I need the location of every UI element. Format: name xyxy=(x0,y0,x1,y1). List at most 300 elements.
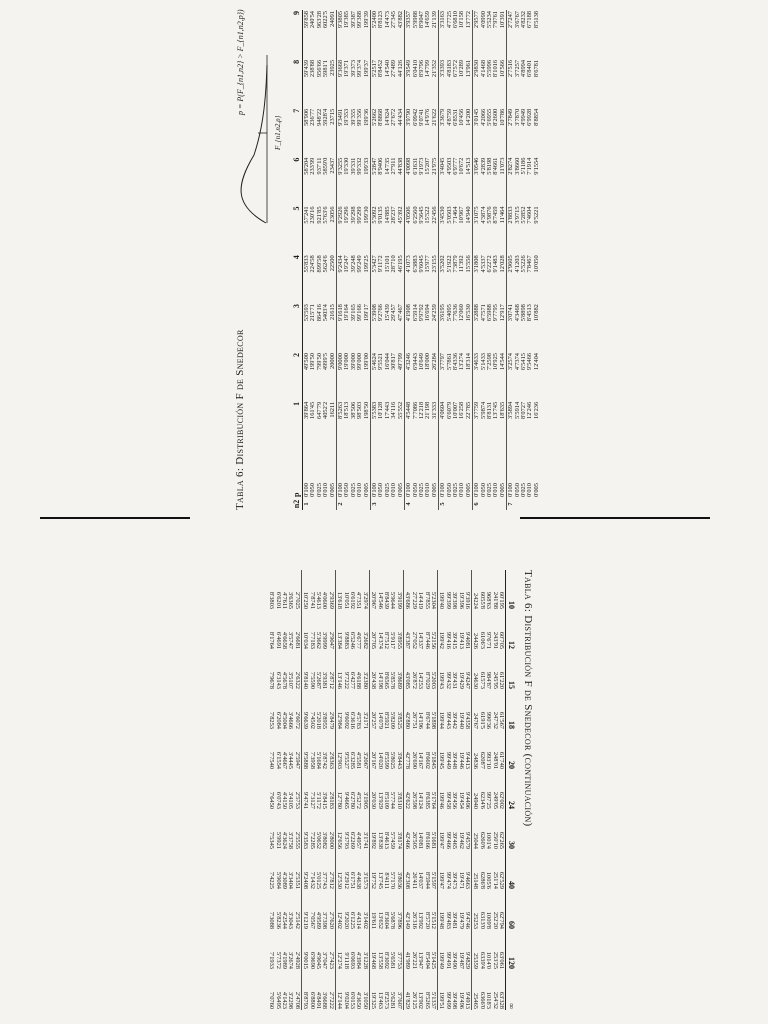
value-cell: 2'5142 xyxy=(293,890,301,930)
value-cell: 9'4247 xyxy=(464,650,472,690)
value-cell: 3'8742 xyxy=(321,751,329,769)
n1-cell xyxy=(500,498,507,510)
value-cell: 9'5888 xyxy=(302,751,310,769)
value-cell: 20'167 xyxy=(370,751,378,769)
value-cell: 9'2408 xyxy=(302,871,310,889)
value-cell: 3'0741 xyxy=(507,303,515,352)
value-cell: 14'976 xyxy=(424,108,432,126)
value-cell: 8'6781 xyxy=(532,59,540,78)
value-cell: 31'333 xyxy=(430,401,438,419)
value-cell: 14'624 xyxy=(383,108,391,126)
value-cell: 39'165 xyxy=(349,304,357,322)
value-cell: 23925 xyxy=(328,59,336,76)
value-cell: 4'6777 xyxy=(355,631,363,649)
value-cell: 22'456 xyxy=(430,206,438,224)
value-cell: 3'3043 xyxy=(287,911,295,929)
value-cell: 6'2272 xyxy=(485,255,493,273)
column-header: 120 xyxy=(506,930,517,970)
n1-cell: 3 xyxy=(371,498,379,510)
table-row xyxy=(466,10,473,510)
value-cell: 5'3908 xyxy=(371,303,379,352)
value-cell: 10'007 xyxy=(451,401,459,419)
value-cell: 7'4502 xyxy=(308,711,316,729)
value-cell: 13'929 xyxy=(376,791,384,809)
value-cell: 993'10 xyxy=(485,751,493,769)
value-cell: 5'6581 xyxy=(389,951,397,969)
scan-mark xyxy=(520,517,710,519)
value-cell: 6'4277 xyxy=(349,671,357,689)
table-row xyxy=(534,10,540,510)
value-cell: 6'3616 xyxy=(349,711,357,729)
value-cell: 15'977 xyxy=(424,255,432,273)
value-cell: 5'1681 xyxy=(430,810,438,850)
value-cell: 5'1845 xyxy=(430,730,438,770)
value-cell: 254'32 xyxy=(491,991,499,1009)
value-cell: 5'8209 xyxy=(389,711,397,729)
value-cell: 18'000 xyxy=(424,352,432,371)
value-cell: 14'374 xyxy=(376,631,384,649)
value-cell: 14'196 xyxy=(417,711,425,729)
table-row xyxy=(369,570,376,1010)
value-cell: 4'0990 xyxy=(479,11,487,29)
value-cell: 49'799 xyxy=(396,352,404,371)
value-cell: 62'529 xyxy=(498,850,506,890)
value-cell: 26'221 xyxy=(410,951,418,969)
value-cell: 99'432 xyxy=(444,671,452,689)
value-cell: 19'353 xyxy=(343,108,351,126)
value-cell: 5403'4 xyxy=(322,304,330,322)
value-cell: 8'6744 xyxy=(423,711,431,729)
p-cell: 0'025 xyxy=(417,483,425,497)
p-cell: 0'050 xyxy=(513,483,521,497)
value-cell: 98'503 xyxy=(356,401,364,419)
value-cell: 5'7459 xyxy=(389,831,397,849)
value-cell: 19'611 xyxy=(370,912,378,929)
value-cell: 12'984 xyxy=(336,711,344,729)
value-cell: 8'3604 xyxy=(383,911,391,929)
value-cell: 21'139 xyxy=(430,11,438,29)
value-cell: 3'6365 xyxy=(287,591,295,609)
value-cell: 19'462 xyxy=(457,831,465,849)
value-cell: 28'237 xyxy=(390,206,398,224)
p-cell: 0'005 xyxy=(498,483,506,497)
value-cell: 6234'6 xyxy=(478,791,486,809)
value-cell: 39'387 xyxy=(349,11,357,29)
value-cell: 6'2084 xyxy=(274,711,282,729)
value-cell: 12'404 xyxy=(532,352,540,371)
value-cell: 8'4661 xyxy=(492,157,500,175)
p-cell: 0'005 xyxy=(430,483,438,497)
p-cell: 0'100 xyxy=(303,450,311,498)
value-cell: 4'3468 xyxy=(513,304,521,322)
value-cell: 43'686 xyxy=(404,591,412,609)
value-cell: 5'1433 xyxy=(479,352,487,371)
value-cell: 6'8800 xyxy=(308,991,316,1009)
value-cell: 9'5521 xyxy=(377,352,385,371)
value-cell: 2'4928 xyxy=(293,930,301,970)
value-cell: 9'4829 xyxy=(464,930,472,970)
value-cell: 8'8131 xyxy=(485,401,493,419)
value-cell: 7'1432 xyxy=(308,871,316,889)
value-cell: 14'198 xyxy=(376,671,384,689)
value-cell: 14'020 xyxy=(376,751,384,769)
value-cell: 5'2400 xyxy=(371,10,379,59)
value-cell: 25044 xyxy=(472,833,480,849)
value-cell: 19'296 xyxy=(343,206,351,224)
value-cell: 2'8479 xyxy=(327,690,335,730)
value-cell: 29'457 xyxy=(390,304,398,322)
table-row xyxy=(342,570,348,1010)
value-cell: 14'735 xyxy=(383,157,391,175)
value-cell: 57'241 xyxy=(303,205,311,254)
value-cell: 4'0506 xyxy=(405,205,413,254)
value-cell: 44'434 xyxy=(396,108,404,126)
value-cell: 6313'0 xyxy=(478,911,486,929)
value-cell: 8'7459 xyxy=(492,206,500,224)
value-cell: 28'710 xyxy=(390,255,398,273)
value-cell: 4'1423 xyxy=(281,991,288,1009)
value-cell: 19'468 xyxy=(370,951,378,969)
value-cell: 8'4613 xyxy=(383,831,391,849)
value-cell: 8'4336 xyxy=(451,352,459,371)
critical-value-label: F_{n1,n2,p} xyxy=(274,115,282,150)
value-cell: 5'5383 xyxy=(371,401,379,450)
value-cell: 1014'0 xyxy=(485,951,493,969)
value-cell: 38'506 xyxy=(349,401,357,419)
value-cell: 99'443 xyxy=(444,711,452,729)
value-cell: 26'751 xyxy=(410,711,418,729)
value-cell: 4'3246 xyxy=(405,352,413,401)
value-cell: 3'7870 xyxy=(513,108,521,126)
f-table-upper xyxy=(292,10,540,510)
value-cell: 8'1764 xyxy=(268,631,276,649)
value-cell: 4'5004 xyxy=(281,711,288,729)
table-row xyxy=(396,570,404,1010)
value-cell: 864'16 xyxy=(315,304,323,322)
value-cell: 12'218 xyxy=(417,401,425,419)
p-cell: 0'050 xyxy=(343,483,351,497)
value-cell: 6'2560 xyxy=(411,206,419,224)
value-cell: 3'1808 xyxy=(473,254,481,303)
column-header: 24 xyxy=(506,770,517,810)
value-cell: 6'4691 xyxy=(274,631,282,649)
value-cell: 23'155 xyxy=(430,255,438,273)
p-cell: 0'025 xyxy=(451,483,459,497)
value-cell: 4'6188 xyxy=(355,671,363,689)
value-cell: 19'429 xyxy=(457,671,465,689)
value-cell: 9'1554 xyxy=(532,157,540,175)
value-cell: 2'8000 xyxy=(327,810,335,850)
value-cell: 99'474 xyxy=(444,871,452,889)
value-cell: 12'144 xyxy=(336,991,344,1009)
value-cell: 3'4666 xyxy=(287,711,295,729)
value-cell: 199'49 xyxy=(438,951,446,969)
value-cell: 14'940 xyxy=(464,206,472,224)
value-cell: 7'3879 xyxy=(451,255,459,273)
value-cell: 5'7372 xyxy=(274,951,282,969)
value-cell: 7'0760 xyxy=(268,991,276,1009)
value-cell: 8'5720 xyxy=(423,911,431,929)
value-cell: 6'7188 xyxy=(526,11,534,29)
value-cell: 19'371 xyxy=(343,59,351,78)
value-cell: 6'6079 xyxy=(445,401,453,419)
value-cell: 2'7849 xyxy=(507,108,515,157)
value-cell: 17'443 xyxy=(383,401,391,419)
value-cell: 5'2662 xyxy=(371,108,379,157)
n1-cell: 1 xyxy=(303,498,311,510)
n1-cell xyxy=(466,498,473,510)
value-cell: 5'4095 xyxy=(445,304,453,322)
value-cell: 4'4150 xyxy=(281,791,288,809)
n1-cell: 7 xyxy=(507,498,515,510)
value-cell: 8'7855 xyxy=(423,591,431,609)
value-cell: 4'5272 xyxy=(355,791,363,809)
value-cell: 5'3662 xyxy=(315,631,323,649)
value-cell: 8'6602 xyxy=(423,751,431,769)
p-cell: 0'010 xyxy=(356,483,364,497)
value-cell: 5'3092 xyxy=(371,205,379,254)
value-cell: 43'882 xyxy=(396,11,404,29)
p-cell: 0'025 xyxy=(520,483,527,497)
value-cell: 8'6565 xyxy=(383,671,391,689)
value-cell: 5'5234 xyxy=(485,11,493,29)
value-cell: 26'505 xyxy=(410,831,418,849)
value-cell: 99'332 xyxy=(356,157,364,175)
value-cell: 5'2003 xyxy=(430,650,438,690)
value-cell: 15'439 xyxy=(383,304,391,322)
value-cell: 19'325 xyxy=(370,991,378,1009)
value-cell: 10'158 xyxy=(458,11,466,29)
value-cell: 243'91 xyxy=(491,631,499,649)
value-cell: 6'8531 xyxy=(451,108,459,126)
value-cell: 5'1172 xyxy=(315,792,323,809)
value-cell: 1005'6 xyxy=(485,871,493,889)
value-cell: 5'5996 xyxy=(485,59,493,78)
value-cell: 3'8443 xyxy=(396,730,404,770)
value-cell: 2'9830 xyxy=(473,59,481,108)
value-cell: 39'864 xyxy=(303,401,311,450)
value-cell: 3'3404 xyxy=(287,871,295,889)
value-cell: 3'2298 xyxy=(287,991,295,1009)
value-cell: 4'7571 xyxy=(479,304,487,322)
value-cell: 13'772 xyxy=(464,11,472,29)
value-cell: 3'9381 xyxy=(321,671,329,689)
table-caption xyxy=(522,570,534,1010)
value-cell: 4'1989 xyxy=(281,951,288,969)
value-cell: 9'1219 xyxy=(302,911,310,929)
value-cell: 5'2517 xyxy=(371,59,379,108)
value-cell: 6'5988 xyxy=(485,304,493,322)
value-cell: 25253 xyxy=(472,913,480,929)
value-cell: 39'448 xyxy=(451,751,459,769)
value-cell: 3'2888 xyxy=(473,303,481,352)
value-cell: 9'7222 xyxy=(342,671,350,689)
value-cell: 13'992 xyxy=(417,911,425,929)
value-cell: 6157'3 xyxy=(478,671,486,689)
value-cell: 3'7743 xyxy=(321,871,329,889)
value-cell: 4'3089 xyxy=(281,871,288,889)
value-cell: 13'463 xyxy=(376,991,384,1009)
value-cell: 4'5783 xyxy=(355,711,363,729)
value-cell: 240'54 xyxy=(309,11,317,29)
table-row xyxy=(471,570,478,1010)
n1-cell xyxy=(534,498,540,510)
value-cell: 6'9928 xyxy=(526,108,534,126)
value-cell: 99'388 xyxy=(356,11,364,29)
value-cell: 23715 xyxy=(328,108,336,125)
value-cell: 5'0503 xyxy=(445,206,453,224)
value-cell: 24426 xyxy=(472,633,480,649)
value-cell: 3'9715 xyxy=(513,206,521,224)
value-cell: 250'10 xyxy=(491,831,499,849)
value-cell: 9'3645 xyxy=(417,206,425,224)
value-cell: 4'1908 xyxy=(405,303,413,352)
column-header: 40 xyxy=(506,850,517,890)
value-cell: 7'6450 xyxy=(268,791,276,809)
value-cell: 3'9999 xyxy=(321,631,329,649)
value-cell: 3'7398 xyxy=(321,911,329,929)
value-cell: 3'7753 xyxy=(396,930,404,970)
value-cell: 12'246 xyxy=(526,401,534,419)
value-cell: 3'8174 xyxy=(396,810,404,850)
value-cell: 10'649 xyxy=(417,352,425,371)
value-cell: 14'544 xyxy=(498,352,506,371)
value-cell: 8'4111 xyxy=(383,872,391,889)
value-cell: 5'9988 xyxy=(411,11,419,29)
value-cell: 3'8525 xyxy=(396,690,404,730)
value-cell: 9'5527 xyxy=(342,751,350,769)
value-cell: 199'36 xyxy=(362,108,370,126)
value-cell: 7'3958 xyxy=(308,751,316,769)
value-cell: 13'745 xyxy=(492,401,500,419)
value-cell: 2'8712 xyxy=(327,650,335,690)
value-cell: 4'8491 xyxy=(315,991,323,1009)
value-cell: 5'0125 xyxy=(315,871,323,889)
value-cell: 236'77 xyxy=(309,108,317,126)
table-row xyxy=(308,570,314,1010)
value-cell: 39'415 xyxy=(451,631,459,649)
value-cell: 9'1172 xyxy=(377,255,385,273)
value-cell: 39'498 xyxy=(451,991,459,1009)
value-cell: 42'778 xyxy=(404,751,412,769)
value-cell: 199'25 xyxy=(362,255,370,273)
value-cell: 3'1905 xyxy=(361,770,369,810)
value-cell: 27'911 xyxy=(390,157,398,175)
value-cell: 3'2067 xyxy=(361,730,369,770)
value-cell: 21'622 xyxy=(430,108,438,126)
value-cell: 42'880 xyxy=(404,711,412,729)
value-cell: 5'6878 xyxy=(389,911,397,929)
value-cell: 42'622 xyxy=(404,791,412,809)
value-cell: 3'1573 xyxy=(361,850,369,890)
value-cell: 8'5921 xyxy=(383,711,391,729)
value-cell: 99'356 xyxy=(356,108,364,126)
value-cell: 27'229 xyxy=(410,591,418,609)
value-cell: 9'6045 xyxy=(417,255,425,273)
value-cell: 2'8183 xyxy=(327,770,335,810)
value-cell: 3'6767 xyxy=(513,11,521,29)
value-cell: 3'2974 xyxy=(361,570,369,610)
value-cell: 99'416 xyxy=(444,631,452,649)
value-cell: 6'1225 xyxy=(349,911,357,929)
value-cell: 647'79 xyxy=(315,401,323,419)
value-cell: 2'7025 xyxy=(293,570,301,610)
value-cell: 39'442 xyxy=(451,711,459,729)
value-cell: 12'402 xyxy=(336,911,344,929)
p-cell: 0'010 xyxy=(424,483,432,497)
value-cell: 10'128 xyxy=(377,401,385,419)
value-cell: 199'48 xyxy=(438,911,446,929)
value-cell: 19'413 xyxy=(457,631,465,649)
value-cell: 26'125 xyxy=(410,991,418,1009)
value-cell: 7'3127 xyxy=(308,791,316,809)
value-cell: 3'2574 xyxy=(507,352,515,401)
value-cell: 19'471 xyxy=(457,871,465,889)
p-cell: 0'100 xyxy=(371,450,379,498)
value-cell: 3'8036 xyxy=(396,850,404,890)
value-cell: 10'882 xyxy=(532,304,540,322)
value-cell: 984'87 xyxy=(485,671,493,689)
value-cell: 20'967 xyxy=(370,591,378,609)
value-cell: 4'4667 xyxy=(281,751,288,769)
value-cell: 5'1922 xyxy=(445,255,453,273)
value-cell: 5'1684 xyxy=(315,751,323,769)
value-cell: 14'167 xyxy=(417,751,425,769)
value-cell: 30'817 xyxy=(390,352,398,371)
column-header: 30 xyxy=(506,810,517,850)
value-cell: 19'496 xyxy=(457,991,465,1009)
value-cell: 99'249 xyxy=(356,255,364,273)
value-cell: 8'2600 xyxy=(492,108,500,126)
value-cell: 8'7029 xyxy=(423,671,431,689)
value-cell: 5'1186 xyxy=(520,157,527,175)
value-cell: 24630 xyxy=(472,673,480,689)
value-cell: 8'3803 xyxy=(268,591,276,609)
value-cell: 6'6192 xyxy=(349,591,357,609)
value-cell: 199'43 xyxy=(438,671,446,689)
value-cell: 19'000 xyxy=(343,352,351,371)
value-cell: 15'207 xyxy=(424,157,432,175)
value-cell: 99'399 xyxy=(444,591,452,609)
value-cell: 26'411 xyxy=(410,872,418,889)
value-cell: 199'45 xyxy=(438,751,446,769)
value-cell: 4'1468 xyxy=(479,59,487,78)
value-cell: 5'2687 xyxy=(315,671,323,689)
value-cell: 8'5494 xyxy=(423,951,431,969)
value-cell: 8'0727 xyxy=(520,401,527,419)
value-cell: 5981'1 xyxy=(322,59,330,78)
value-cell: 6'0693 xyxy=(349,951,357,969)
value-cell: 6'5914 xyxy=(411,304,419,322)
value-cell: 45'392 xyxy=(396,206,404,224)
value-cell: 6'8401 xyxy=(526,59,534,78)
value-cell: 12'780 xyxy=(336,791,344,809)
value-cell: 39'298 xyxy=(349,206,357,224)
value-cell: 9'4746 xyxy=(464,890,472,930)
value-cell: 4'5337 xyxy=(479,255,487,273)
value-cell: 245'95 xyxy=(491,671,499,689)
value-cell: 12'917 xyxy=(498,304,506,322)
value-cell: 47'467 xyxy=(396,304,404,322)
value-cell: 8'4513 xyxy=(526,304,534,322)
value-cell: 3'1741 xyxy=(361,810,369,850)
value-cell: 14'037 xyxy=(417,871,425,889)
value-cell: 9'3916 xyxy=(464,570,472,610)
value-cell: 5'1597 xyxy=(430,850,438,890)
value-cell: 247'32 xyxy=(491,711,499,729)
value-cell: 9'2434 xyxy=(337,254,345,303)
value-cell: 9'0135 xyxy=(377,206,385,224)
